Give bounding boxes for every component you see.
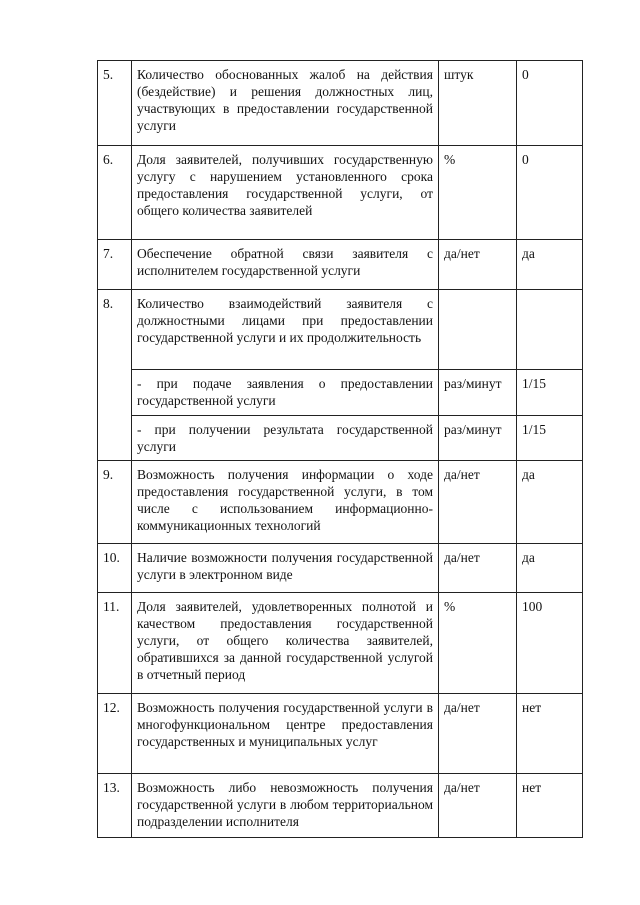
indicator-unit: штук: [439, 61, 517, 146]
indicator-value: 0: [517, 146, 583, 240]
indicator-value: 1/15: [517, 416, 583, 461]
indicators-table: [97, 60, 583, 838]
indicator-name: Обеспечение обратной связи заявителя с исполнителем государственной услуги: [132, 240, 439, 290]
row-number: 9.: [98, 461, 132, 544]
indicator-unit: да/нет: [439, 461, 517, 544]
indicator-unit: да/нет: [439, 774, 517, 838]
indicator-name: Количество обоснованных жалоб на действия (бездействие) и решения должностных лиц, участвующих в предоставлении государственной услуги: [132, 61, 439, 146]
row-number: 7.: [98, 240, 132, 290]
indicator-name: Доля заявителей, удовлетворенных полнотой и качеством предоставления государственной услуги, от общего количества заявителей, обратившихся за данной государственной услугой в отчетный период: [132, 593, 439, 694]
row-number: 13.: [98, 774, 132, 838]
indicator-value: 1/15: [517, 370, 583, 416]
indicator-unit: да/нет: [439, 694, 517, 774]
indicator-value: 100: [517, 593, 583, 694]
indicator-value: да: [517, 544, 583, 593]
table-row: [98, 544, 583, 593]
indicator-unit: раз/минут: [439, 370, 517, 416]
indicator-subitem: - при получении результата государственной услуги: [132, 416, 439, 461]
indicator-value: нет: [517, 774, 583, 838]
indicator-name: Возможность получения информации о ходе предоставления государственной услуги, в том числе с использованием информационно-коммуникационных технологий: [132, 461, 439, 544]
indicator-unit: %: [439, 593, 517, 694]
table-row: [98, 146, 583, 240]
indicator-unit: %: [439, 146, 517, 240]
indicator-value: нет: [517, 694, 583, 774]
table-row: [98, 593, 583, 694]
indicator-unit: [439, 290, 517, 370]
indicator-unit: да/нет: [439, 544, 517, 593]
indicator-unit: да/нет: [439, 240, 517, 290]
indicator-value: да: [517, 240, 583, 290]
indicator-name: Возможность получения государственной услуги в многофункциональном центре предоставления государственных и муниципальных услуг: [132, 694, 439, 774]
indicator-name: Наличие возможности получения государственной услуги в электронном виде: [132, 544, 439, 593]
row-number: 8.: [98, 290, 132, 461]
table-row: [98, 370, 583, 416]
indicator-value: да: [517, 461, 583, 544]
row-number: 11.: [98, 593, 132, 694]
indicator-value: 0: [517, 61, 583, 146]
row-number: 10.: [98, 544, 132, 593]
table-row: [98, 61, 583, 146]
indicator-name: Возможность либо невозможность получения государственной услуги в любом территориальном подразделении исполнителя: [132, 774, 439, 838]
table-row: [98, 240, 583, 290]
row-number: 6.: [98, 146, 132, 240]
table-row: [98, 694, 583, 774]
indicator-unit: раз/минут: [439, 416, 517, 461]
row-number: 12.: [98, 694, 132, 774]
table-row: [98, 774, 583, 838]
table-row: [98, 461, 583, 544]
indicator-name: Доля заявителей, получивших государственную услугу с нарушением установленного срока предоставления государственной услуги, от общего количества заявителей: [132, 146, 439, 240]
indicator-name: Количество взаимодействий заявителя с должностными лицами при предоставлении государственной услуги и их продолжительность: [132, 290, 439, 370]
row-number: 5.: [98, 61, 132, 146]
table-row: [98, 416, 583, 461]
indicator-value: [517, 290, 583, 370]
table-row: [98, 290, 583, 370]
indicator-subitem: - при подаче заявления о предоставлении государственной услуги: [132, 370, 439, 416]
